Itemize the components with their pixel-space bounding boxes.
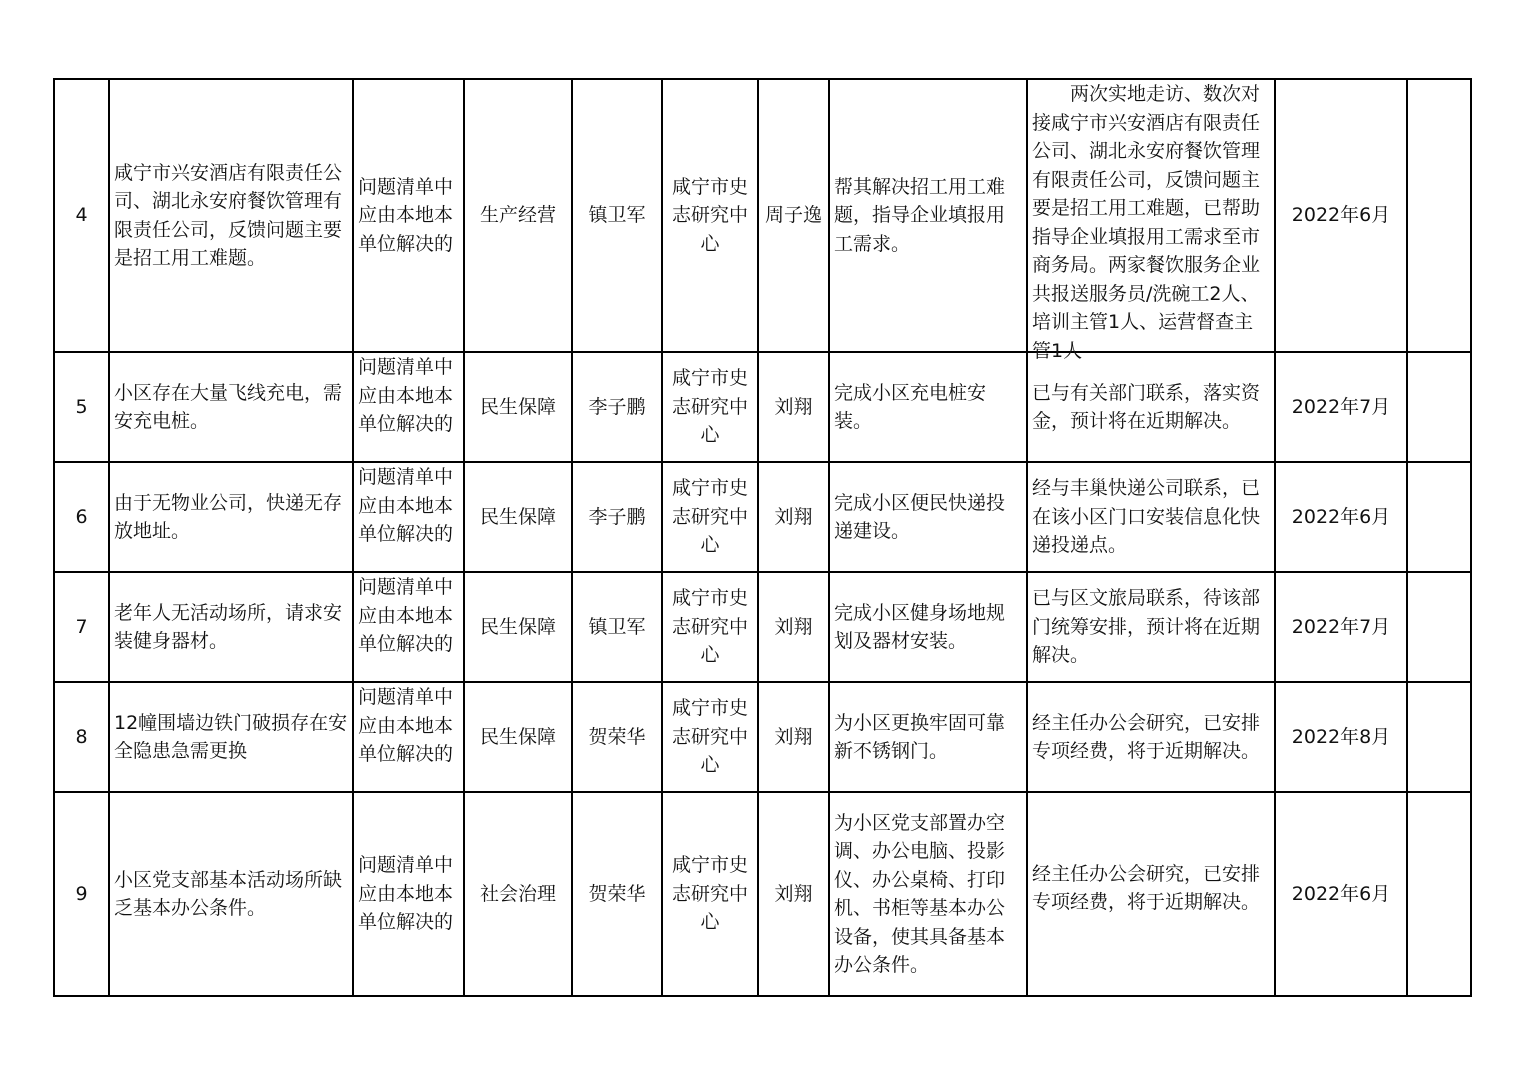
date-cell: 2022年7月 (1275, 572, 1407, 682)
result-cell: 经与丰巢快递公司联系，已在该小区门口安装信息化快递投递点。 (1027, 462, 1275, 572)
measure-cell: 为小区更换牢固可靠新不锈钢门。 (829, 682, 1027, 792)
result-text: 两次实地走访、数次对接咸宁市兴安酒店有限责任公司、湖北永安府餐饮管理有限责任公司，反馈问题主要是招工用工难题，已帮助指导企业填报用工需求至市商务局。两家餐饮服务企业共报送服务员/洗碗工2人、培训主管1人、运营督查主管1人 (1032, 83, 1261, 362)
type-cell: 民生保障 (464, 572, 572, 682)
note-cell (1407, 572, 1471, 682)
category-cell (353, 352, 464, 462)
result-cell: 已与区文旅局联系，待该部门统筹安排，预计将在近期解决。 (1027, 572, 1275, 682)
row-number: 9 (54, 792, 109, 996)
problem-cell: 12幢围墙边铁门破损存在安全隐患急需更换 (109, 682, 353, 792)
category-cell (353, 462, 464, 572)
type-cell: 生产经营 (464, 79, 572, 352)
person-cell: 周子逸 (758, 79, 829, 352)
measure-cell: 完成小区充电桩安装。 (829, 352, 1027, 462)
type-cell: 民生保障 (464, 462, 572, 572)
leader-cell: 贺荣华 (572, 682, 662, 792)
person-cell: 刘翔 (758, 792, 829, 996)
result-cell: 已与有关部门联系，落实资金，预计将在近期解决。 (1027, 352, 1275, 462)
person-cell: 刘翔 (758, 682, 829, 792)
measure-cell: 完成小区健身场地规划及器材安装。 (829, 572, 1027, 682)
date-cell: 2022年8月 (1275, 682, 1407, 792)
category-text: 问题清单中应由本地本单位解决的 (358, 576, 454, 655)
unit-cell: 咸宁市史志研究中心 (662, 792, 758, 996)
note-cell (1407, 792, 1471, 996)
leader-cell: 镇卫军 (572, 79, 662, 352)
leader-cell: 李子鹏 (572, 462, 662, 572)
leader-cell: 镇卫军 (572, 572, 662, 682)
problem-cell: 咸宁市兴安酒店有限责任公司、湖北永安府餐饮管理有限责任公司，反馈问题主要是招工用工难题。 (109, 79, 353, 352)
note-cell (1407, 682, 1471, 792)
leader-cell: 贺荣华 (572, 792, 662, 996)
table-row (54, 682, 1471, 792)
result-text: 经主任办公会研究，已安排专项经费，将于近期解决。 (1032, 862, 1261, 913)
measure-cell: 为小区党支部置办空调、办公电脑、投影仪、办公桌椅、打印机、书柜等基本办公设备，使其具备基本办公条件。 (829, 792, 1027, 996)
person-cell: 刘翔 (758, 572, 829, 682)
table-row (54, 792, 1471, 996)
result-cell: 经主任办公会研究，已安排专项经费，将于近期解决。 (1027, 682, 1275, 792)
category-text: 问题清单中应由本地本单位解决的 (358, 356, 454, 435)
category-cell: 问题清单中应由本地本单位解决的 (353, 79, 464, 352)
problem-cell: 小区党支部基本活动场所缺乏基本办公条件。 (109, 792, 353, 996)
person-cell: 刘翔 (758, 352, 829, 462)
unit-cell: 咸宁市史志研究中心 (662, 462, 758, 572)
note-cell (1407, 462, 1471, 572)
result-cell (1027, 79, 1275, 362)
row-number: 5 (54, 352, 109, 462)
row-number: 7 (54, 572, 109, 682)
unit-cell: 咸宁市史志研究中心 (662, 79, 758, 352)
unit-cell: 咸宁市史志研究中心 (662, 682, 758, 792)
category-text: 问题清单中应由本地本单位解决的 (358, 466, 454, 545)
problem-cell: 老年人无活动场所，请求安装健身器材。 (109, 572, 353, 682)
date-cell: 2022年6月 (1275, 792, 1407, 996)
row-number: 4 (54, 79, 109, 352)
result-cell (1027, 792, 1275, 996)
row-number: 8 (54, 682, 109, 792)
leader-cell: 李子鹏 (572, 352, 662, 462)
category-cell (353, 682, 464, 792)
date-cell: 2022年6月 (1275, 79, 1407, 352)
category-cell (353, 572, 464, 682)
table-row (54, 79, 1471, 352)
type-cell: 社会治理 (464, 792, 572, 996)
issues-table (53, 78, 1472, 997)
person-cell: 刘翔 (758, 462, 829, 572)
measure-cell: 完成小区便民快递投递建设。 (829, 462, 1027, 572)
row-number: 6 (54, 462, 109, 572)
measure-cell: 帮其解决招工用工难题，指导企业填报用工需求。 (829, 79, 1027, 352)
category-cell: 问题清单中应由本地本单位解决的 (353, 792, 464, 996)
unit-cell: 咸宁市史志研究中心 (662, 352, 758, 462)
table-row (54, 352, 1471, 462)
type-cell: 民生保障 (464, 352, 572, 462)
type-cell: 民生保障 (464, 682, 572, 792)
note-cell (1407, 352, 1471, 462)
problem-cell: 由于无物业公司，快递无存放地址。 (109, 462, 353, 572)
note-cell (1407, 79, 1471, 352)
category-text: 问题清单中应由本地本单位解决的 (358, 686, 454, 765)
date-cell: 2022年6月 (1275, 462, 1407, 572)
problem-cell: 小区存在大量飞线充电，需安充电桩。 (109, 352, 353, 462)
table-row (54, 462, 1471, 572)
table-row (54, 572, 1471, 682)
date-cell: 2022年7月 (1275, 352, 1407, 462)
unit-cell: 咸宁市史志研究中心 (662, 572, 758, 682)
